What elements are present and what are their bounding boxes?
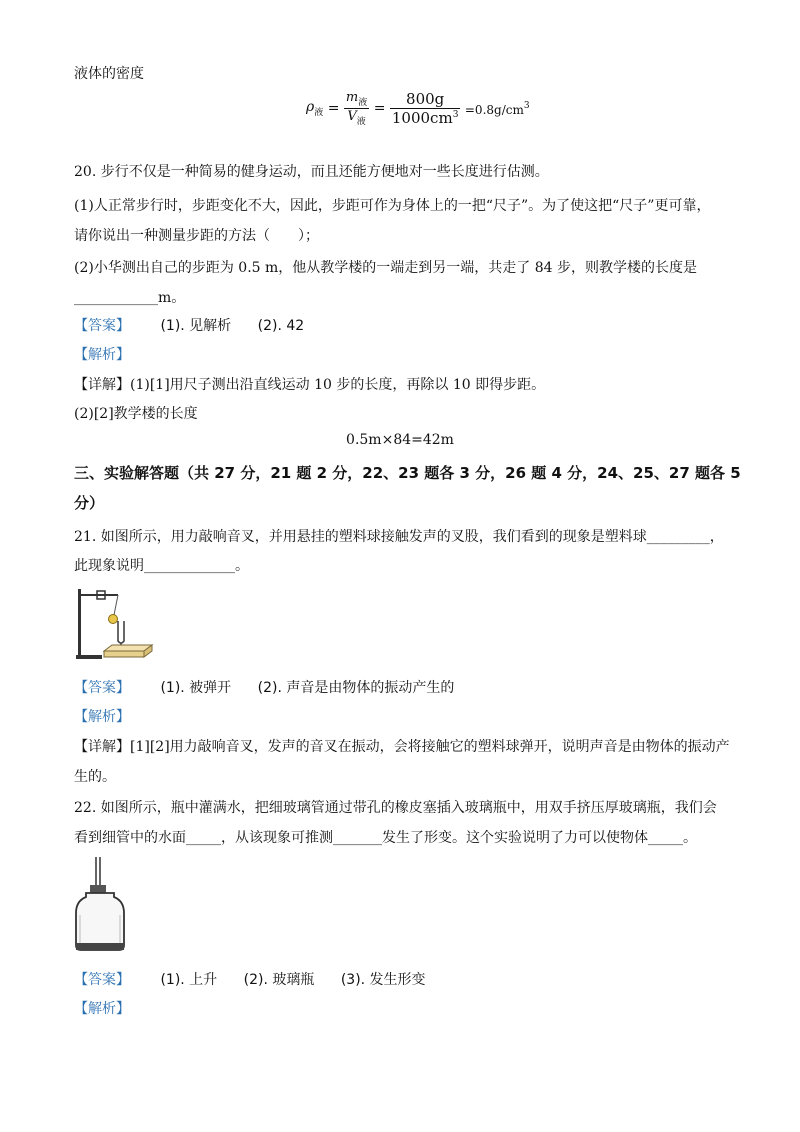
- q20-detail2: (2)[2]教学楼的长度: [74, 406, 198, 422]
- result-exponent: 3: [523, 100, 530, 111]
- q20-stem: 20. 步行不仅是一种简易的健身运动，而且还能方便地对一些长度进行估测。: [74, 164, 549, 180]
- answer-tag: 【答案】: [74, 972, 130, 988]
- volume-subscript: 液: [356, 117, 366, 127]
- section3-heading-line2: 分）: [74, 494, 105, 512]
- q22-answer-3: (3). 发生形变: [340, 972, 426, 988]
- denominator-exponent: 3: [452, 110, 459, 120]
- density-formula: $\rho_液$ = $\frac{m_液}{V_液}$ = $\frac{800g}{1000cm^3}$ $=0.8g/cm^3$: [306, 90, 530, 127]
- tuning-fork-apparatus-figure: [74, 585, 158, 663]
- section3-heading-line1: 三、实验解答题（共 27 分，21 题 2 分，22、23 题各 3 分，26 题 4 分，24、25、27 题各 5: [74, 464, 741, 482]
- rho-symbol: ρ: [306, 99, 315, 115]
- q20-detail: 【详解】(1)[1]用尺子测出沿直线运动 10 步的长度，再除以 10 即得步距。: [74, 377, 546, 393]
- q21-answer-1: (1). 被弹开: [160, 680, 232, 696]
- q21-analysis-tag: 【解析】: [74, 709, 130, 725]
- q21-line2: 此现象说明_____________。: [74, 558, 249, 574]
- q21-detail-line1: 【详解】[1][2]用力敲响音叉，发声的音叉在振动，会将接触它的塑料球弹开，说明声音是由物体的振动产: [74, 739, 730, 755]
- q21-line1: 21. 如图所示，用力敲响音叉，并用悬挂的塑料球接触发声的叉股，我们看到的现象是塑料球_________，: [74, 529, 724, 545]
- formula-denominator: 1000cm: [391, 109, 453, 127]
- q20-part2-line1: (2)小华测出自己的步距为 0.5 m，他从教学楼的一端走到另一端，共走了 84 步，则教学楼的长度是: [74, 260, 697, 276]
- q21-answer: [74, 678, 454, 698]
- glass-bottle-figure: [72, 855, 128, 955]
- rho-subscript: 液: [314, 108, 324, 118]
- q20-calculation: 0.5m×84=42m: [346, 432, 454, 448]
- q20-answer: [74, 316, 304, 336]
- q20-answer-1: (1). 见解析: [160, 318, 232, 334]
- q22-analysis-tag: 【解析】: [74, 1001, 130, 1017]
- mass-subscript: 液: [358, 98, 368, 108]
- answer-tag: 【答案】: [74, 318, 130, 334]
- q22-answer-1: (1). 上升: [160, 972, 218, 988]
- formula-result: =0.8g/cm: [464, 102, 524, 117]
- q22-line1: 22. 如图所示，瓶中灌满水，把细玻璃管通过带孔的橡皮塞插入玻璃瓶中，用双手挤压厚玻璃瓶，我们会: [74, 800, 717, 816]
- q21-detail-line2: 生的。: [74, 769, 116, 785]
- q22-answer: [74, 970, 426, 990]
- q20-part2-line2: ____________m。: [74, 290, 186, 306]
- q22-answer-2: (2). 玻璃瓶: [243, 972, 315, 988]
- answer-tag: 【答案】: [74, 680, 130, 696]
- mass-symbol: m: [345, 90, 359, 105]
- q20-part1-line1: (1)人正常步行时，步距变化不大，因此，步距可作为身体上的一把“尺子”。为了使这把“尺子”更可靠，: [74, 198, 711, 214]
- volume-symbol: V: [347, 109, 357, 124]
- q20-part1-line2: 请你说出一种测量步距的方法（ ）；: [74, 228, 319, 244]
- q20-analysis-tag: 【解析】: [74, 347, 130, 363]
- q21-answer-2: (2). 声音是由物体的振动产生的: [257, 680, 455, 696]
- formula-numerator: 800g: [390, 90, 461, 109]
- density-intro: 液体的密度: [74, 66, 144, 82]
- q20-answer-2: (2). 42: [257, 318, 305, 334]
- q22-line2: 看到细管中的水面_____，从该现象可推测_______发生了形变。这个实验说明了力可以使物体_____。: [74, 830, 697, 846]
